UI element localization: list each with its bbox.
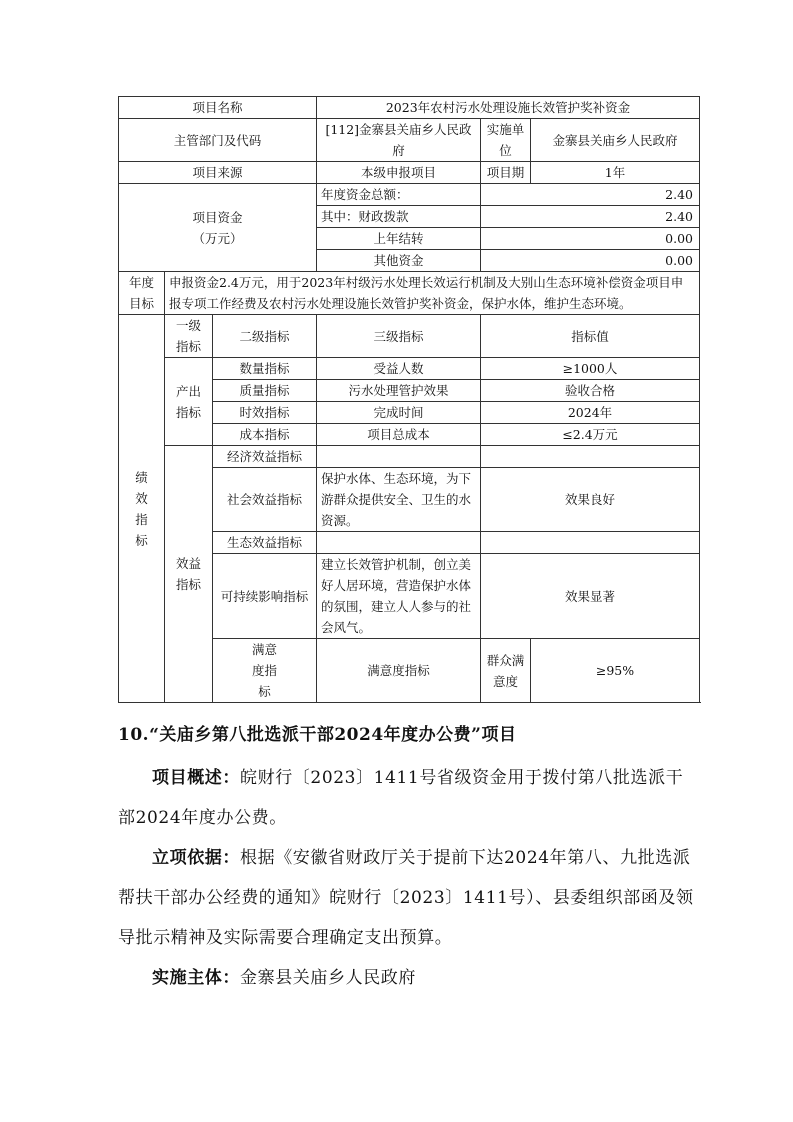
output-l2: 成本指标: [213, 424, 317, 446]
output-l2: 时效指标: [213, 402, 317, 424]
benefit-value: 效果良好: [481, 468, 700, 532]
satisfaction-l2: 满意度指标: [317, 639, 481, 703]
period-label: 项目期: [481, 162, 531, 184]
dept-label: 主管部门及代码: [119, 119, 317, 162]
satisfaction-value: ≥95%: [531, 639, 700, 703]
overview-text: 皖财行〔2023〕1411号省级资金用于拨付第八批选派干部2024年度办公费。: [118, 768, 684, 828]
impl-unit-value: 金寨县关庙乡人民政府: [531, 119, 700, 162]
funds-fiscal-label: 其中：财政拨款: [317, 206, 481, 228]
goal-label: 年度 目标: [119, 272, 165, 315]
benefit-l3: [317, 532, 481, 554]
benefit-label: 效益 指标: [165, 446, 213, 703]
section-title: 10.“关庙乡第八批选派干部2024年度办公费”项目: [118, 725, 517, 745]
funds-other-label: 其他资金: [317, 250, 481, 272]
basis-paragraph: [118, 838, 698, 958]
header-level2: 二级指标: [213, 315, 317, 358]
header-value: 指标值: [481, 315, 700, 358]
output-value: 验收合格: [481, 380, 700, 402]
header-level3: 三级指标: [317, 315, 481, 358]
subject-text: 金寨县关庙乡人民政府: [240, 968, 416, 988]
benefit-l3: [317, 446, 481, 468]
performance-table: [118, 96, 700, 703]
overview-paragraph: [118, 758, 698, 838]
source-label: 项目来源: [119, 162, 317, 184]
header-level1: 一级 指标: [165, 315, 213, 358]
source-value: 本级申报项目: [317, 162, 481, 184]
satisfaction-label: 满意 度指 标: [213, 639, 317, 703]
benefit-value: [481, 532, 700, 554]
output-l2: 数量指标: [213, 358, 317, 380]
output-label: 产出 指标: [165, 358, 213, 446]
funds-carryover-value: 0.00: [481, 228, 700, 250]
output-l3: 受益人数: [317, 358, 481, 380]
basis-text: 根据《安徽省财政厅关于提前下达2024年第八、九批选派帮扶干部办公经费的通知》皖财行〔2023〕1411号）、县委组织部函及领导批示精神及实际需要合理确定支出预算。: [118, 848, 694, 948]
funds-total-value: 2.40: [481, 184, 700, 206]
benefit-l3: 建立长效管护机制，创立美好人居环境，营造保护水体的氛围，建立人人参与的社会风气。: [317, 554, 481, 639]
output-l3: 项目总成本: [317, 424, 481, 446]
output-l3: 污水处理管护效果: [317, 380, 481, 402]
overview-label: 项目概述：: [152, 768, 240, 788]
funds-carryover-label: 上年结转: [317, 228, 481, 250]
benefit-value: 效果显著: [481, 554, 700, 639]
goal-text: 申报资金2.4万元，用于2023年村级污水处理长效运行机制及大别山生态环境补偿资金项目申报专项工作经费及农村污水处理设施长效管护奖补资金，保护水体，维护生态环境。: [165, 272, 700, 315]
benefit-l2: 经济效益指标: [213, 446, 317, 468]
output-value: ≤2.4万元: [481, 424, 700, 446]
benefit-l2: 社会效益指标: [213, 468, 317, 532]
funds-fiscal-value: 2.40: [481, 206, 700, 228]
output-value: ≥1000人: [481, 358, 700, 380]
dept-value: [112]金寨县关庙乡人民政府: [317, 119, 481, 162]
subject-label: 实施主体：: [152, 968, 240, 988]
benefit-l2: 可持续影响指标: [213, 554, 317, 639]
project-name-value: 2023年农村污水处理设施长效管护奖补资金: [317, 97, 700, 119]
output-l2: 质量指标: [213, 380, 317, 402]
benefit-l2: 生态效益指标: [213, 532, 317, 554]
project-name-label: 项目名称: [119, 97, 317, 119]
period-value: 1年: [531, 162, 700, 184]
satisfaction-l3: 群众满意度: [481, 639, 531, 703]
benefit-value: [481, 446, 700, 468]
output-value: 2024年: [481, 402, 700, 424]
funds-other-value: 0.00: [481, 250, 700, 272]
impl-unit-label: 实施单位: [481, 119, 531, 162]
funds-total-label: 年度资金总额：: [317, 184, 481, 206]
subject-paragraph: [118, 958, 698, 998]
perf-label: 绩 效 指 标: [119, 315, 165, 703]
funds-label: 项目资金 （万元）: [119, 184, 317, 272]
benefit-l3: 保护水体、生态环境，为下游群众提供安全、卫生的水资源。: [317, 468, 481, 532]
output-l3: 完成时间: [317, 402, 481, 424]
basis-label: 立项依据：: [152, 848, 240, 868]
